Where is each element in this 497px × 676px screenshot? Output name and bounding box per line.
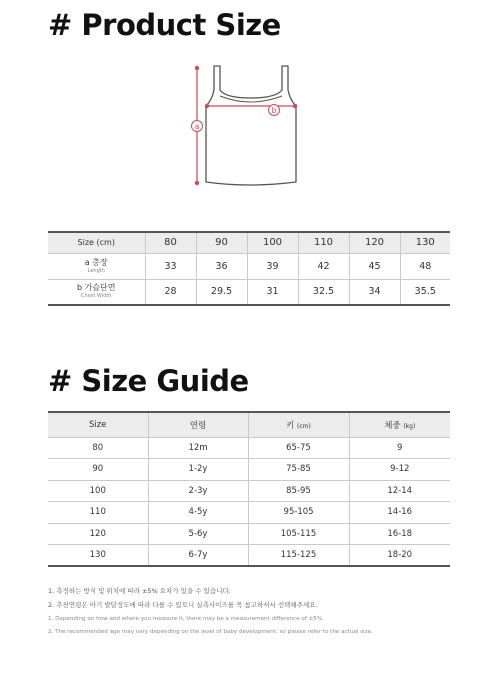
table-cell: 75-85 bbox=[248, 459, 349, 481]
product-size-title: # Product Size bbox=[48, 8, 281, 42]
table-row bbox=[48, 253, 450, 279]
guide-header-height bbox=[248, 412, 349, 437]
table-cell: 80 bbox=[48, 437, 148, 459]
table-cell: 105-115 bbox=[248, 523, 349, 545]
table-cell: 9 bbox=[349, 437, 450, 459]
row-label-sub: Chest Width bbox=[81, 293, 112, 300]
chest-measure-left-dot bbox=[205, 104, 209, 108]
size-guide-title: # Size Guide bbox=[48, 364, 249, 398]
length-measure-bottom-dot bbox=[195, 181, 199, 185]
label-a: a bbox=[194, 122, 200, 131]
table-cell: 9-12 bbox=[349, 459, 450, 481]
neckline bbox=[220, 96, 282, 102]
table-cell: 110 bbox=[48, 502, 148, 524]
size-col-130: 130 bbox=[400, 232, 450, 253]
guide-header-age: 연령 bbox=[148, 412, 248, 437]
table-row bbox=[48, 523, 450, 545]
table-cell: 95-105 bbox=[248, 502, 349, 524]
table-cell: 100 bbox=[48, 480, 148, 502]
row-label-main: a 총장 bbox=[84, 257, 108, 267]
tank-top-diagram bbox=[186, 60, 310, 194]
note-en-2: 2. The recommended age may vary depending on the level of baby development, so please refer to the actual size. bbox=[48, 629, 373, 635]
table-cell: 36 bbox=[196, 253, 247, 279]
table-cell: 34 bbox=[349, 279, 400, 305]
row-label-main: b 가슴단면 bbox=[76, 283, 116, 293]
size-col-80: 80 bbox=[145, 232, 196, 253]
table-cell: 6-7y bbox=[148, 545, 248, 567]
table-cell: 39 bbox=[247, 253, 298, 279]
table-cell: 12-14 bbox=[349, 480, 450, 502]
row-label-length bbox=[48, 253, 145, 279]
table-row bbox=[48, 502, 450, 524]
size-col-110: 110 bbox=[298, 232, 349, 253]
note-ko-2: 2. 추천연령은 아기 발달정도에 따라 다를 수 있으니 실측사이즈를 꼭 참고하셔서 선택해주세요. bbox=[48, 601, 318, 609]
size-table-header-label: Size (cm) bbox=[48, 232, 145, 253]
table-cell: 16-18 bbox=[349, 523, 450, 545]
table-cell: 33 bbox=[145, 253, 196, 279]
row-label-sub: Length bbox=[87, 267, 105, 274]
table-cell: 14-16 bbox=[349, 502, 450, 524]
table-cell: 90 bbox=[48, 459, 148, 481]
table-cell: 48 bbox=[400, 253, 450, 279]
guide-header-size: Size bbox=[48, 412, 148, 437]
product-size-table bbox=[48, 231, 450, 306]
table-row bbox=[48, 437, 450, 459]
height-unit: (cm) bbox=[297, 422, 311, 430]
table-cell: 4-5y bbox=[148, 502, 248, 524]
garment-outline bbox=[206, 66, 296, 185]
table-row bbox=[48, 480, 450, 502]
size-col-90: 90 bbox=[196, 232, 247, 253]
table-row bbox=[48, 545, 450, 567]
table-cell: 2-3y bbox=[148, 480, 248, 502]
table-row bbox=[48, 459, 450, 481]
guide-header-row bbox=[48, 412, 450, 437]
table-cell: 1-2y bbox=[148, 459, 248, 481]
weight-label: 체중 bbox=[384, 420, 401, 431]
table-cell: 120 bbox=[48, 523, 148, 545]
table-cell: 65-75 bbox=[248, 437, 349, 459]
weight-unit: (kg) bbox=[403, 422, 416, 430]
table-row bbox=[48, 279, 450, 305]
note-ko-1: 1. 측정하는 방식 및 위치에 따라 ±5% 오차가 있을 수 있습니다. bbox=[48, 587, 231, 595]
table-cell: 130 bbox=[48, 545, 148, 567]
table-cell: 18-20 bbox=[349, 545, 450, 567]
size-table-header-row bbox=[48, 232, 450, 253]
table-cell: 115-125 bbox=[248, 545, 349, 567]
table-cell: 12m bbox=[148, 437, 248, 459]
note-en-1: 1. Depending on how and where you measure it, there may be a measurement difference of ±5%. bbox=[48, 616, 324, 622]
table-cell: 35.5 bbox=[400, 279, 450, 305]
table-cell: 42 bbox=[298, 253, 349, 279]
table-cell: 32.5 bbox=[298, 279, 349, 305]
height-label: 키 bbox=[286, 420, 295, 431]
size-guide-table bbox=[48, 411, 450, 567]
size-col-120: 120 bbox=[349, 232, 400, 253]
guide-header-weight bbox=[349, 412, 450, 437]
size-col-100: 100 bbox=[247, 232, 298, 253]
row-label-chest bbox=[48, 279, 145, 305]
table-cell: 31 bbox=[247, 279, 298, 305]
table-cell: 29.5 bbox=[196, 279, 247, 305]
table-cell: 5-6y bbox=[148, 523, 248, 545]
chest-measure-right-dot bbox=[293, 104, 297, 108]
table-cell: 28 bbox=[145, 279, 196, 305]
table-cell: 45 bbox=[349, 253, 400, 279]
label-b: b bbox=[271, 106, 277, 115]
length-measure-top-dot bbox=[195, 66, 199, 70]
table-cell: 85-95 bbox=[248, 480, 349, 502]
